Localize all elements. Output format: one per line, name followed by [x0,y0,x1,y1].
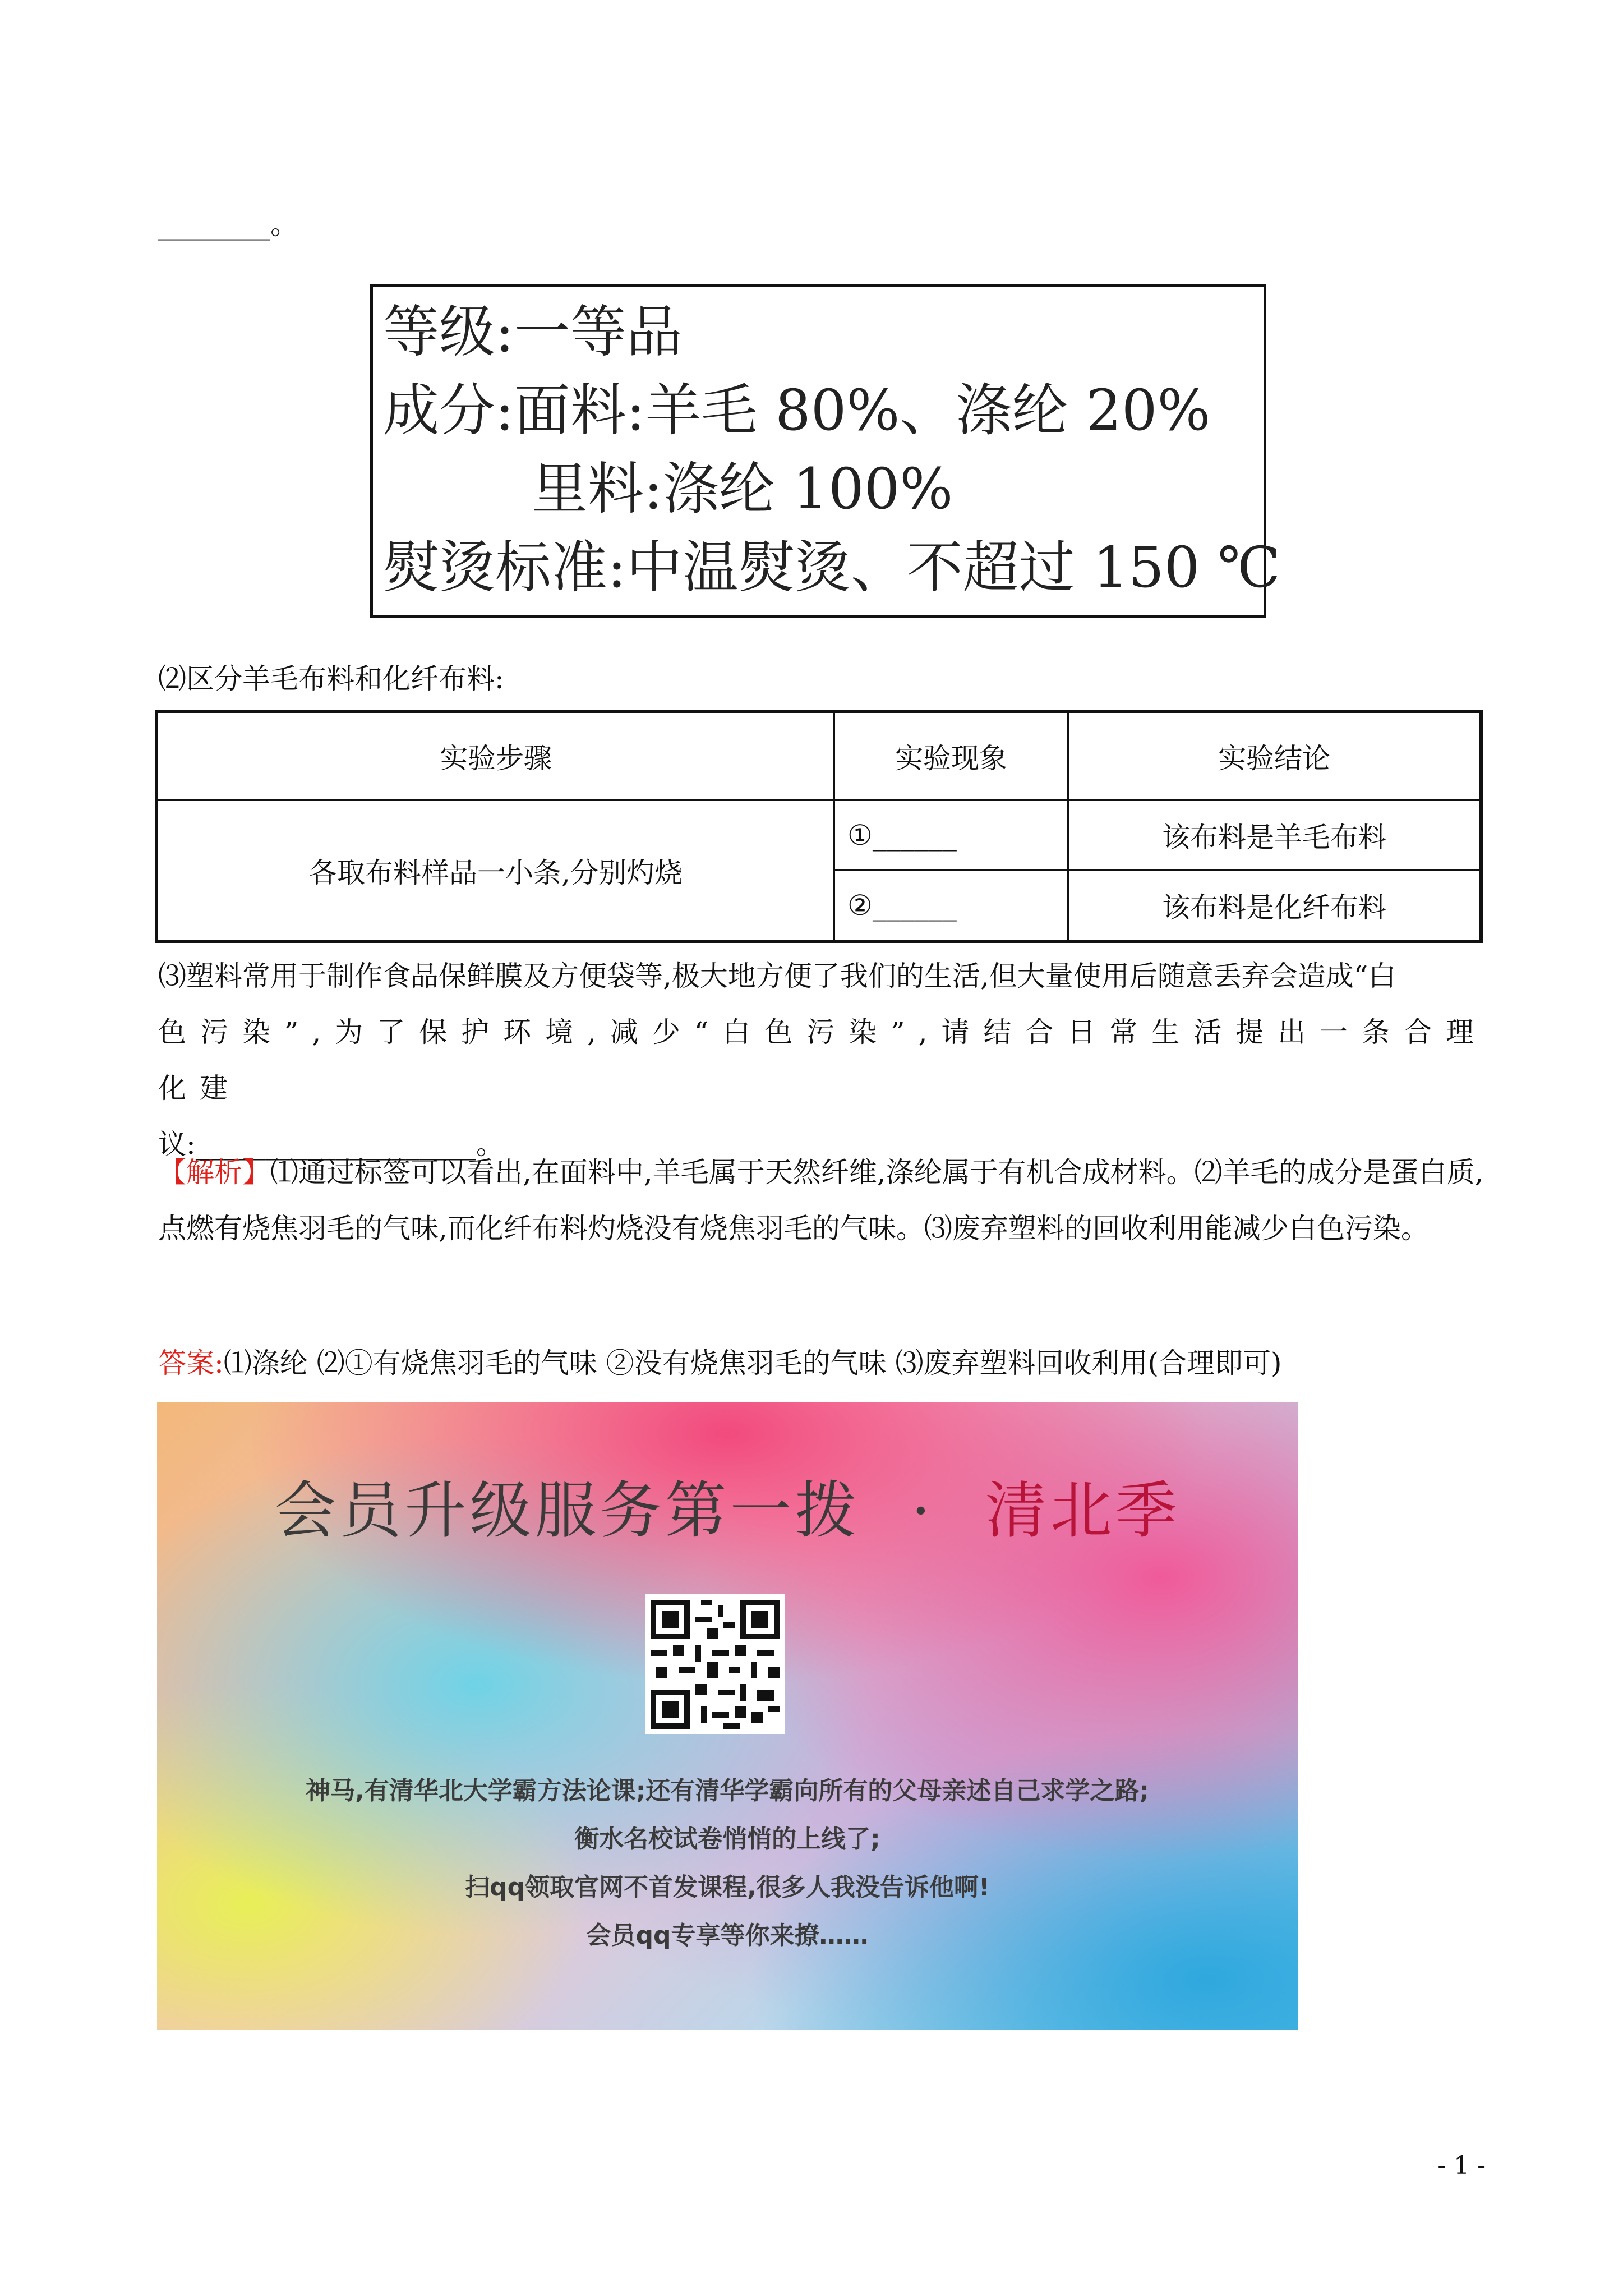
header-conclusion: 实验结论 [1068,711,1482,800]
question-3-line-1: ⑶塑料常用于制作食品保鲜膜及方便袋等,极大地方便了我们的生活,但大量使用后随意丢弃会造成“白 [158,960,1396,992]
question-3 [158,948,1487,1172]
analysis-label: 【解析】 [158,1156,270,1189]
conclusion-cell-1: 该布料是羊毛布料 [1068,800,1482,871]
header-step: 实验步骤 [156,711,834,800]
banner-text [157,1767,1298,1960]
banner-title [157,1461,1298,1550]
banner-line-1: 神马,有清华北大学霸方法论课;还有清华学霸向所有的父母亲述自己求学之路; [306,1777,1149,1805]
conclusion-cell-2: 该布料是化纤布料 [1068,871,1482,942]
phenomenon-cell-2: ②______ [834,871,1068,942]
table-header-row [156,711,1481,800]
label-ironing: 熨烫标准:中温熨烫、不超过 150 ℃ [383,535,1280,600]
label-lining: 里料:涤纶 100% [532,456,953,522]
answer-text: ⑴涤纶 ⑵①有烧焦羽毛的气味 ②没有烧焦羽毛的气味 ⑶废弃塑料回收利用(合理即可) [223,1347,1282,1379]
phenomenon-cell-1: ①______ [834,800,1068,871]
analysis-text: ⑴通过标签可以看出,在面料中,羊毛属于天然纤维,涤纶属于有机合成材料。⑵羊毛的成分是蛋白质,点燃有烧焦羽毛的气味,而化纤布料灼烧没有烧焦羽毛的气味。⑶废弃塑料的回收利用能减少白色污染。 [158,1156,1484,1245]
banner-title-accent: 清北季 [985,1475,1181,1547]
answer-label: 答案: [158,1347,224,1379]
banner-line-4: 会员qq专享等你来撩…… [586,1921,869,1950]
page-number: - 1 - [1437,2151,1486,2180]
question-2: ⑵区分羊毛布料和化纤布料: [158,662,504,695]
step-cell: 各取布料样品一小条,分别灼烧 [156,800,834,942]
top-blank-line: ________。 [158,208,298,241]
qr-code-icon[interactable] [645,1594,785,1734]
question-3-line-2: 色污染”,为了保护环境,减少“白色污染”,请结合日常生活提出一条合理化建 [158,1016,1487,1105]
banner-title-main: 会员升级服务第一拨 [274,1475,860,1547]
banner-line-3: 扫qq领取官网不首发课程,很多人我没告诉他啊! [465,1873,990,1902]
banner-title-separator: · [911,1475,934,1547]
experiment-table [155,710,1483,943]
header-phenomenon: 实验现象 [834,711,1068,800]
table-row [156,800,1481,871]
banner-line-2: 衡水名校试卷悄悄的上线了; [574,1825,880,1853]
garment-label-image [370,284,1280,618]
label-grade: 等级:一等品 [383,299,683,365]
analysis-paragraph [158,1144,1487,1257]
answer-line [158,1335,1282,1391]
label-composition: 成分:面料:羊毛 80%、涤纶 20% [383,378,1211,443]
question-3-line-3: 议:____________________。 [158,1128,504,1161]
promo-banner [157,1402,1298,2030]
